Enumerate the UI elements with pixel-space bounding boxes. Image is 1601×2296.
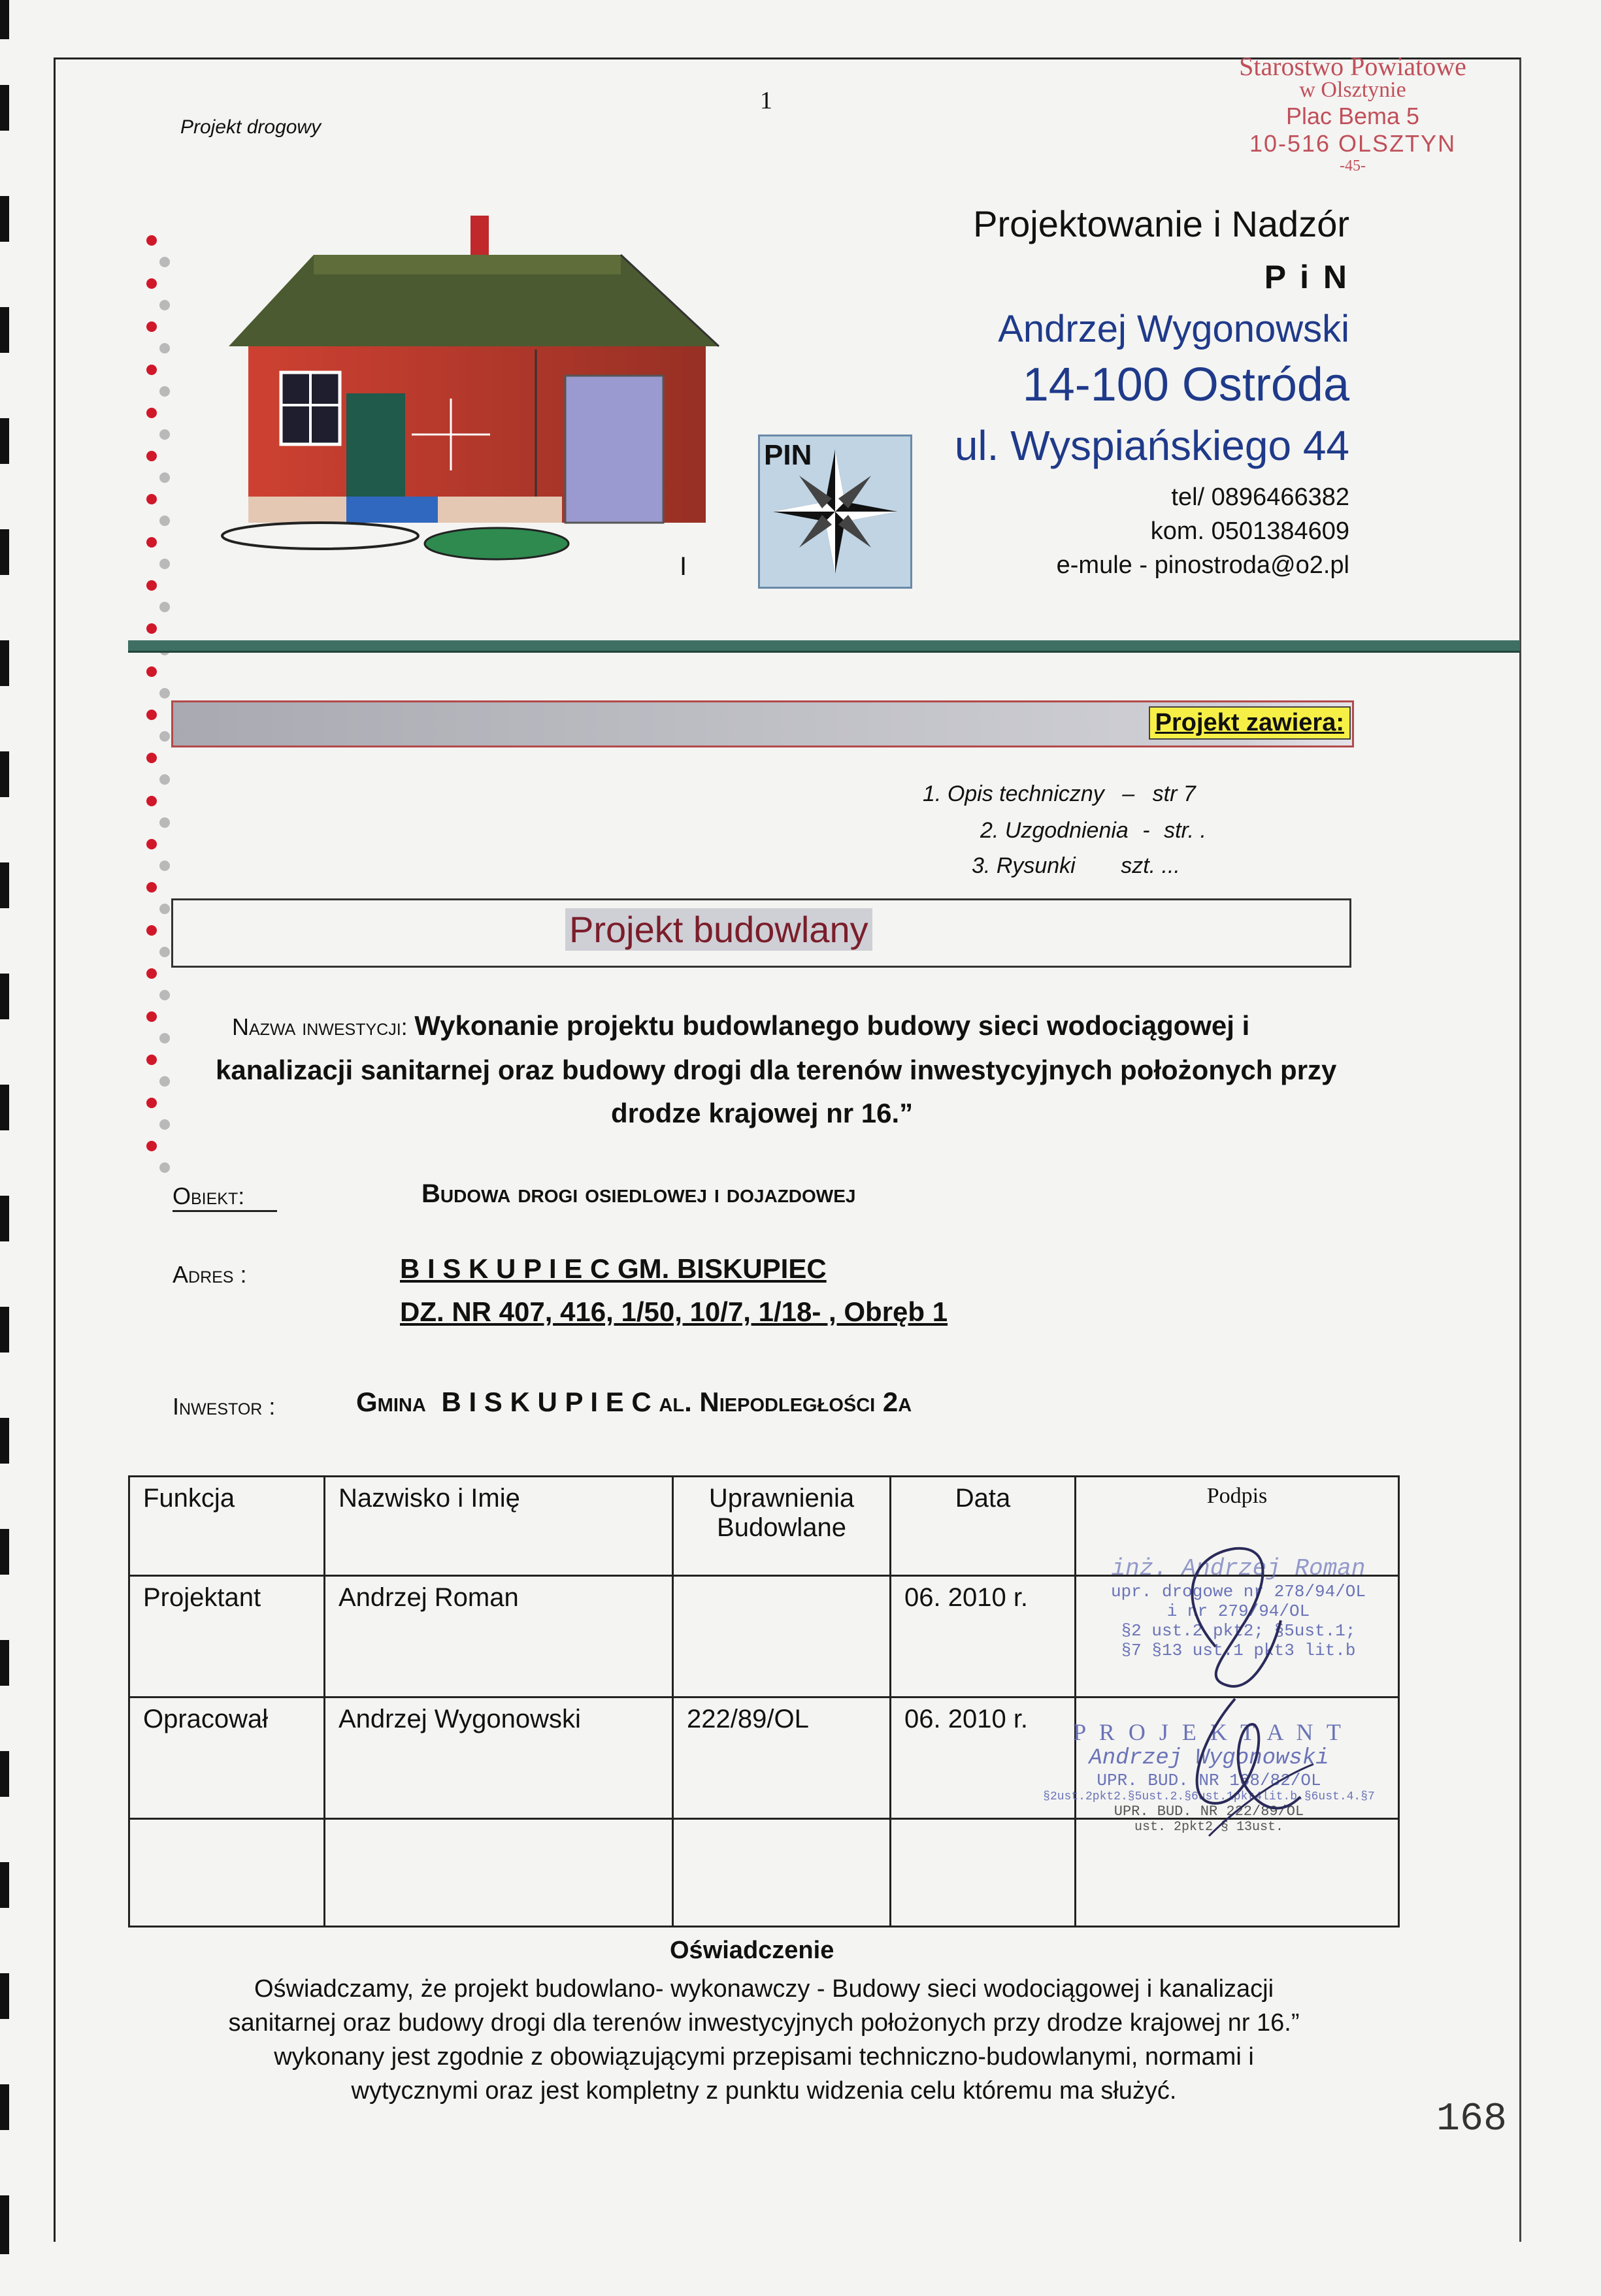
stamp-line: §2ust.2pkt2.§5ust.2.§6ust.1pkt4lit.b.§6ust.4.§7 — [1043, 1790, 1375, 1803]
project-type: Projekt drogowy — [180, 116, 322, 138]
investor-suffix: al. Niepodległości 2a — [659, 1386, 912, 1417]
declaration-line: wykonany jest zgodnie z obowiązującymi przepisami techniczno-budowlanymi, normami i — [274, 2043, 1254, 2071]
decorative-dot — [146, 235, 157, 246]
decorative-dot — [159, 300, 170, 310]
decorative-dot — [146, 1141, 157, 1151]
toc-name: Opis techniczny — [947, 781, 1104, 806]
investment-text: Wykonanie projektu budowlanego budowy sieci wodociągowej i — [414, 1010, 1250, 1041]
company-name: Andrzej Wygonowski — [998, 308, 1349, 350]
toc-item — [972, 853, 1180, 879]
declaration-text — [128, 1972, 1400, 2108]
toc-name: Uzgodnienia — [1004, 818, 1129, 843]
decorative-dot — [146, 796, 157, 806]
decorative-dot — [159, 861, 170, 871]
decorative-dot — [159, 1162, 170, 1173]
address-line2: DZ. NR 407, 416, 1/50, 10/7, 1/18- , Obręb 1 — [400, 1296, 948, 1327]
decorative-dot — [146, 580, 157, 591]
decorative-dot — [159, 904, 170, 914]
company-email: e-mule - pinostroda@o2.pl — [1056, 551, 1349, 579]
table-cell — [325, 1819, 673, 1927]
stamp-line: upr. drogowe nr 278/94/OL — [1110, 1582, 1366, 1601]
decorative-dot — [159, 1033, 170, 1043]
house-illustration — [216, 209, 725, 575]
investor-name: B I S K U P I E C — [441, 1386, 652, 1417]
scan-mark — [0, 974, 9, 1019]
decorative-dot — [146, 1011, 157, 1022]
toc-sep: - — [1142, 818, 1150, 843]
table-cell: 06. 2010 r. — [891, 1697, 1076, 1819]
decorative-dot — [146, 451, 157, 461]
table-cell: Andrzej Wygonowski — [325, 1697, 673, 1819]
decorative-dot — [159, 516, 170, 526]
toc-ref: szt. ... — [1121, 853, 1180, 878]
logo-text: PIN — [764, 439, 812, 471]
toc-num: 2. — [980, 818, 999, 843]
stamp-name: inż. Andrzej Roman — [1111, 1555, 1366, 1582]
table-header: Funkcja — [129, 1477, 325, 1576]
header-divider — [128, 640, 1520, 653]
decorative-dot — [146, 278, 157, 289]
decorative-dot — [146, 537, 157, 548]
steps — [346, 497, 438, 523]
decorative-dot — [159, 257, 170, 267]
declaration-line: wytycznymi oraz jest kompletny z punktu widzenia celu któremu ma służyć. — [351, 2077, 1177, 2105]
company-brand: P i N — [1264, 259, 1349, 295]
decorative-dot — [146, 408, 157, 418]
scan-mark — [0, 418, 9, 464]
decorative-dot — [146, 710, 157, 720]
decorative-dot — [159, 688, 170, 698]
decorative-dot — [159, 731, 170, 742]
investor-prefix: Gmina — [356, 1386, 426, 1417]
table-cell: 222/89/OL — [673, 1697, 891, 1819]
company-street: ul. Wyspiańskiego 44 — [954, 422, 1349, 469]
decorative-dot — [146, 1055, 157, 1065]
decorative-dot — [159, 1076, 170, 1087]
stamp-line: Plac Bema 5 — [1285, 103, 1420, 129]
garage-door — [565, 376, 663, 523]
decorative-dot — [159, 817, 170, 828]
stamp-line: w Olsztynie — [1299, 78, 1406, 102]
scan-mark — [0, 1085, 9, 1130]
company-mobile: kom. 0501384609 — [1150, 517, 1349, 545]
investor-value — [356, 1386, 912, 1418]
stamp-line: -45- — [1340, 157, 1366, 174]
decorative-dot — [159, 774, 170, 785]
handwritten-signature — [1137, 1529, 1346, 1882]
chimney — [470, 216, 489, 261]
investor-label: Inwestor : — [173, 1393, 276, 1420]
investment-line — [232, 1010, 1249, 1041]
toc-item — [923, 781, 1196, 807]
decorative-dot — [159, 990, 170, 1000]
decorative-dot — [146, 666, 157, 677]
table-header: Uprawnienia Budowlane — [673, 1477, 891, 1576]
decorative-dot — [159, 343, 170, 353]
decorative-dot — [159, 559, 170, 569]
stamp-line: §2 ust.2 pkt2; §5ust.1; — [1121, 1621, 1356, 1641]
table-cell — [673, 1576, 891, 1697]
declaration-title: Oświadczenie — [670, 1937, 834, 1964]
path — [222, 523, 418, 549]
company-city: 14-100 Ostróda — [1022, 359, 1349, 411]
separator: I — [680, 552, 687, 581]
decorative-dot — [159, 602, 170, 612]
stamp-name: Andrzej Wygonowski — [1089, 1746, 1329, 1771]
object-value: Budowa drogi osiedlowej i dojazdowej — [421, 1179, 856, 1208]
toc-num: 1. — [923, 781, 942, 806]
toc-ref: str. . — [1164, 818, 1206, 843]
declaration-line: Oświadczamy, że projekt budowlano- wykonawczy - Budowy sieci wodociągowej i kanalizacji — [254, 1975, 1274, 2003]
company-title: Projektowanie i Nadzór — [973, 203, 1349, 244]
scan-mark — [0, 529, 9, 575]
toc-name: Rysunki — [996, 853, 1076, 878]
scan-mark — [0, 2084, 9, 2130]
contents-banner — [171, 700, 1354, 747]
stamp-line: §7 §13 ust.1 pkt3 lit.b — [1121, 1641, 1356, 1660]
page-number: 1 — [760, 87, 772, 114]
scan-mark — [0, 307, 9, 353]
table-cell: 06. 2010 r. — [891, 1576, 1076, 1697]
scan-mark — [0, 862, 9, 908]
stamp-line: 10-516 OLSZTYN — [1249, 130, 1457, 157]
decorative-dot — [146, 1098, 157, 1108]
toc-sep: – — [1122, 781, 1135, 806]
investment-text: kanalizacji sanitarnej oraz budowy drogi dla terenów inwestycyjnych położonych przy — [216, 1055, 1337, 1085]
company-phone: tel/ 0896466382 — [1171, 484, 1349, 511]
address-line1: B I S K U P I E C GM. BISKUPIEC — [400, 1253, 827, 1284]
scan-mark — [0, 751, 9, 797]
scan-mark — [0, 1973, 9, 2019]
scan-mark — [0, 640, 9, 686]
toc-num: 3. — [972, 853, 991, 878]
decorative-dot — [146, 321, 157, 332]
office-stamp — [1176, 51, 1529, 175]
scan-mark — [0, 1307, 9, 1353]
scan-mark — [0, 1418, 9, 1464]
decorative-dot — [146, 365, 157, 375]
lawn — [425, 528, 569, 559]
pin-logo — [758, 435, 912, 589]
scan-mark — [0, 1751, 9, 1797]
table-cell: Andrzej Roman — [325, 1576, 673, 1697]
investment-label: Nazwa inwestycji: — [232, 1013, 408, 1040]
scan-mark — [0, 1862, 9, 1908]
decorative-dot — [146, 968, 157, 979]
table-cell: Opracował — [129, 1697, 325, 1819]
object-label: Obiekt: — [173, 1183, 277, 1212]
decorative-dot — [146, 925, 157, 936]
decorative-dot — [146, 882, 157, 893]
address-label: Adres : — [173, 1261, 247, 1288]
decorative-dot — [146, 839, 157, 849]
title-box — [171, 898, 1351, 968]
scan-mark — [0, 1196, 9, 1241]
scan-mark — [0, 0, 9, 39]
stamp-line: UPR. BUD. NR 222/89/OL — [1114, 1803, 1304, 1820]
front-door — [346, 393, 405, 498]
scan-mark — [0, 2195, 9, 2254]
scan-mark — [0, 196, 9, 242]
table-header: Data — [891, 1477, 1076, 1576]
stamp-title: P R O J E K T A N T — [1073, 1719, 1345, 1745]
declaration-line: sanitarnej oraz budowy drogi dla terenów inwestycyjnych położonych przy drodze krajowej nr 16.” — [228, 2009, 1300, 2037]
toc-item — [980, 818, 1206, 844]
stamp-line: Starostwo Powiatowe — [1239, 52, 1466, 81]
folio-number: 168 — [1436, 2097, 1508, 2142]
stamp-line: ust. 2pkt2 § 13ust. — [1134, 1820, 1284, 1835]
decorative-dot — [146, 494, 157, 504]
toc-ref: str 7 — [1152, 781, 1196, 806]
table-header: Podpis — [1076, 1477, 1399, 1576]
scan-mark — [0, 85, 9, 131]
scan-mark — [0, 1640, 9, 1686]
table-cell — [673, 1819, 891, 1927]
decorative-dot — [159, 947, 170, 957]
decorative-dot — [159, 429, 170, 440]
decorative-dot — [146, 753, 157, 763]
document-title: Projekt budowlany — [565, 908, 872, 951]
table-cell — [129, 1819, 325, 1927]
investment-text: drodze krajowej nr 16.” — [611, 1098, 914, 1128]
stamp-line: i nr 279/94/OL — [1166, 1601, 1310, 1621]
decorative-dot — [159, 1119, 170, 1130]
decorative-dot — [159, 386, 170, 397]
stamp-line: UPR. BUD. NR 168/82/OL — [1097, 1771, 1321, 1790]
table-cell: Projektant — [129, 1576, 325, 1697]
decorative-dot — [159, 472, 170, 483]
scan-mark — [0, 1529, 9, 1575]
decorative-dot — [146, 623, 157, 634]
contents-label: Projekt zawiera: — [1149, 706, 1351, 740]
table-cell — [891, 1819, 1076, 1927]
table-header: Nazwisko i Imię — [325, 1477, 673, 1576]
